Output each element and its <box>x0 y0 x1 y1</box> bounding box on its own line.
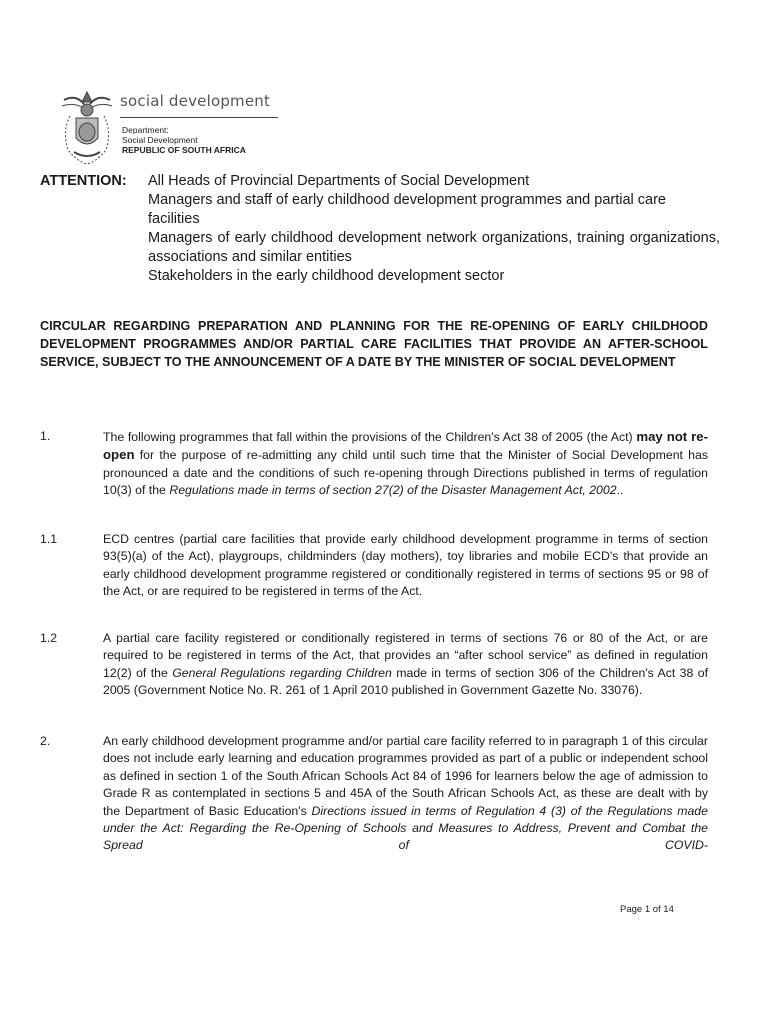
citation-text: Directions issued in terms of Regulation 4 (3) of the Regulations made under the Act: Regarding the Re-Opening of Schools and Measures to Address, Prevent and Combat the Spread of COVID- <box>103 803 708 853</box>
text-run: The following programmes that fall within the provisions of the Children's Act 38 of 2005 (the Act) <box>103 430 637 444</box>
text-run: .. <box>616 483 624 498</box>
coat-of-arms-icon <box>56 88 118 168</box>
paragraph-number: 2. <box>40 734 51 748</box>
recipient-item: Managers and staff of early childhood development programmes and partial care facilities <box>148 192 666 227</box>
emphasis-text: may not re-open <box>103 429 708 463</box>
citation-text: General Regulations regarding Children <box>172 665 392 680</box>
circular-heading: CIRCULAR REGARDING PREPARATION AND PLANNING FOR THE RE-OPENING OF EARLY CHILDHOOD DEVELOPMENT PROGRAMMES AND/OR PARTIAL CARE FACILITIES THAT PROVIDE AN AFTER-SCHOOL SERVICE, SUBJECT TO THE ANNOUNCEMENT OF A DATE BY THE MINISTER OF SOCIAL DEVELOPMENT <box>40 319 708 369</box>
citation-text: Regulations made in terms of section 27(2) of the Disaster Management Act, 2002 <box>169 483 617 498</box>
paragraph-number: 1.1 <box>40 532 58 546</box>
paragraph-text <box>103 733 708 855</box>
recipient-item: Stakeholders in the early childhood development sector <box>148 268 505 284</box>
letterhead-address <box>122 125 246 155</box>
letterhead-rule <box>120 117 278 118</box>
attention-label: ATTENTION: <box>40 173 127 189</box>
letterhead-line: REPUBLIC OF SOUTH AFRICA <box>122 145 246 155</box>
paragraph-text <box>103 428 708 500</box>
text-run: A partial care facility registered or conditionally registered in terms of sections 76 or 80 of the Act, or are required to be registered in terms of the Act, that provides an “after school service” as defined in regulation 12(2) of the <box>103 631 708 680</box>
paragraph-number: 1.2 <box>40 631 58 645</box>
recipient-list <box>148 172 720 286</box>
org-name: social development <box>120 92 271 110</box>
text-run: made in terms of section 306 of the Children's Act 38 of 2005 (Government Notice No. R. 261 of 1 April 2010 published in Government Gazette No. 33076). <box>103 665 709 698</box>
paragraph-text <box>103 630 708 700</box>
recipient-item: All Heads of Provincial Departments of Social Development <box>148 173 530 189</box>
page-number: Page 1 of 14 <box>620 904 674 915</box>
text-run: for the purpose of re-admitting any child until such time that the Minister of Social Development has pronounced a date and the conditions of such re-opening through Directions published in terms of regulation 10(3) of the <box>103 448 708 498</box>
recipient-item: Managers of early childhood development network organizations, training organizations, associations and similar entities <box>148 230 720 265</box>
letterhead-line: Department: <box>122 125 169 135</box>
paragraph-text: ECD centres (partial care facilities that provide early childhood development programme in terms of section 93(5)(a) of the Act), playgroups, childminders (day mothers), toy libraries and mobile ECD's that provide an early childhood development programme registered or conditionally registered in terms of sections 95 or 98 of the Act, or are required to be registered in terms of the Act. <box>103 532 708 599</box>
letterhead-line: Social Development <box>122 135 198 145</box>
paragraph-number: 1. <box>40 429 51 443</box>
text-run: An early childhood development programme and/or partial care facility referred to in paragraph 1 of this circular does not include early learning and education programmes provided as part of a public or independent school as defined in section 1 of the South African Schools Act 84 of 1996 for learners below the age of admission to Grade R as contemplated in sections 5 and 45A of the South African Schools Act, as these are dealt with by the Department of Basic Education's <box>103 734 708 818</box>
